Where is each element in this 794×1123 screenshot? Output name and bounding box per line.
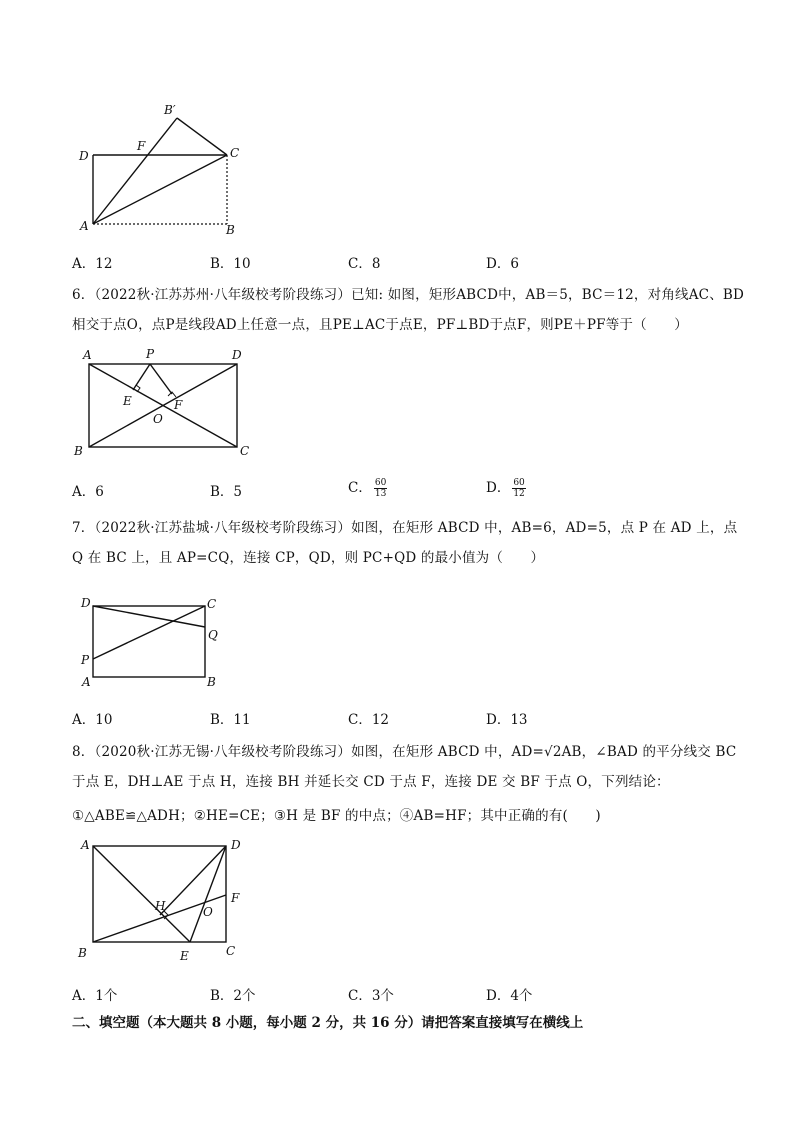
label-a: A <box>81 838 90 852</box>
label-p: P <box>146 347 155 361</box>
label-p: P <box>81 653 90 667</box>
label-f: F <box>137 139 146 153</box>
q6-option-d-prefix: D． <box>486 480 511 496</box>
label-c: C <box>230 146 240 160</box>
label-c: C <box>240 444 250 458</box>
q5-option-a[interactable]: A．12 <box>72 256 113 272</box>
section-title-fill-in: 二、填空题（本大题共 8 小题，每小题 2 分，共 16 分）请把答案直接填写在横线上 <box>72 1015 584 1031</box>
label-f: F <box>231 891 240 905</box>
q8-option-a[interactable]: A．1个 <box>72 988 118 1004</box>
q6-option-a[interactable]: A．6 <box>72 484 104 500</box>
label-d: D <box>79 149 89 163</box>
q7-text-line2: Q 在 BC 上，且 AP=CQ，连接 CP，QD，则 PC+QD 的最小值为（ ） <box>72 550 545 566</box>
q8-option-c[interactable]: C．3个 <box>348 988 394 1004</box>
q6-option-b[interactable]: B．5 <box>210 484 243 500</box>
figure-q8-lines <box>93 846 226 942</box>
label-a: A <box>80 219 89 233</box>
q7-option-a[interactable]: A．10 <box>72 712 113 728</box>
fraction-numerator: 60 <box>374 478 387 488</box>
label-b: B <box>74 444 83 458</box>
fraction-denominator: 12 <box>513 489 525 499</box>
q5-option-c[interactable]: C．8 <box>348 256 381 272</box>
label-q: Q <box>208 628 218 642</box>
label-b: B <box>78 946 87 960</box>
q7-option-b[interactable]: B．11 <box>210 712 251 728</box>
q8-text-line1: 8．（2020秋·江苏无锡·八年级校考阶段练习）如图，在矩形 ABCD 中，AD=√2AB，∠BAD 的平分线交 BC <box>72 744 737 760</box>
label-d: D <box>81 596 91 610</box>
label-o: O <box>203 905 213 919</box>
label-o: O <box>153 412 163 426</box>
q8-option-d[interactable]: D．4个 <box>486 988 533 1004</box>
q5-option-d[interactable]: D．6 <box>486 256 519 272</box>
fraction-denominator: 13 <box>374 489 387 499</box>
label-a: A <box>83 348 92 362</box>
label-c: C <box>207 597 217 611</box>
label-e: E <box>123 394 132 408</box>
q8-text-line2: 于点 E，DH⊥AE 于点 H，连接 BH 并延长交 CD 于点 F，连接 DE 交 BF 于点 O，下列结论： <box>72 774 670 790</box>
q7-option-c[interactable]: C．12 <box>348 712 390 728</box>
q6-text-line2: 相交于点O，点P是线段AD上任意一点，且PE⊥AC于点E，PF⊥BD于点F，则PE＋PF等于（ ） <box>72 317 688 333</box>
label-a: A <box>82 675 91 689</box>
label-f: F <box>174 398 183 412</box>
label-h: H <box>155 899 166 913</box>
q6-text-line1: 6．（2022秋·江苏苏州·八年级校考阶段练习）已知: 如图，矩形ABCD中，AB＝5，BC＝12，对角线AC、BD <box>72 287 745 303</box>
q8-text-line3: ①△ABE≌△ADH；②HE=CE；③H 是 BF 的中点；④AB=HF；其中正确的有( ) <box>72 808 601 824</box>
label-c: C <box>226 944 236 958</box>
q5-option-b[interactable]: B．10 <box>210 256 251 272</box>
label-d: D <box>232 348 242 362</box>
label-d: D <box>231 838 241 852</box>
label-b: B <box>207 675 216 689</box>
label-b: B <box>226 223 235 237</box>
label-e: E <box>180 949 189 963</box>
fraction-numerator: 60 <box>513 478 525 488</box>
q8-option-b[interactable]: B．2个 <box>210 988 256 1004</box>
label-b-prime: B′ <box>164 103 176 117</box>
q6-option-c-prefix: C． <box>348 480 372 496</box>
q7-option-d[interactable]: D．13 <box>486 712 528 728</box>
q7-text-line1: 7．（2022秋·江苏盐城·八年级校考阶段练习）如图，在矩形 ABCD 中，AB=6，AD=5，点 P 在 AD 上，点 <box>72 520 738 536</box>
